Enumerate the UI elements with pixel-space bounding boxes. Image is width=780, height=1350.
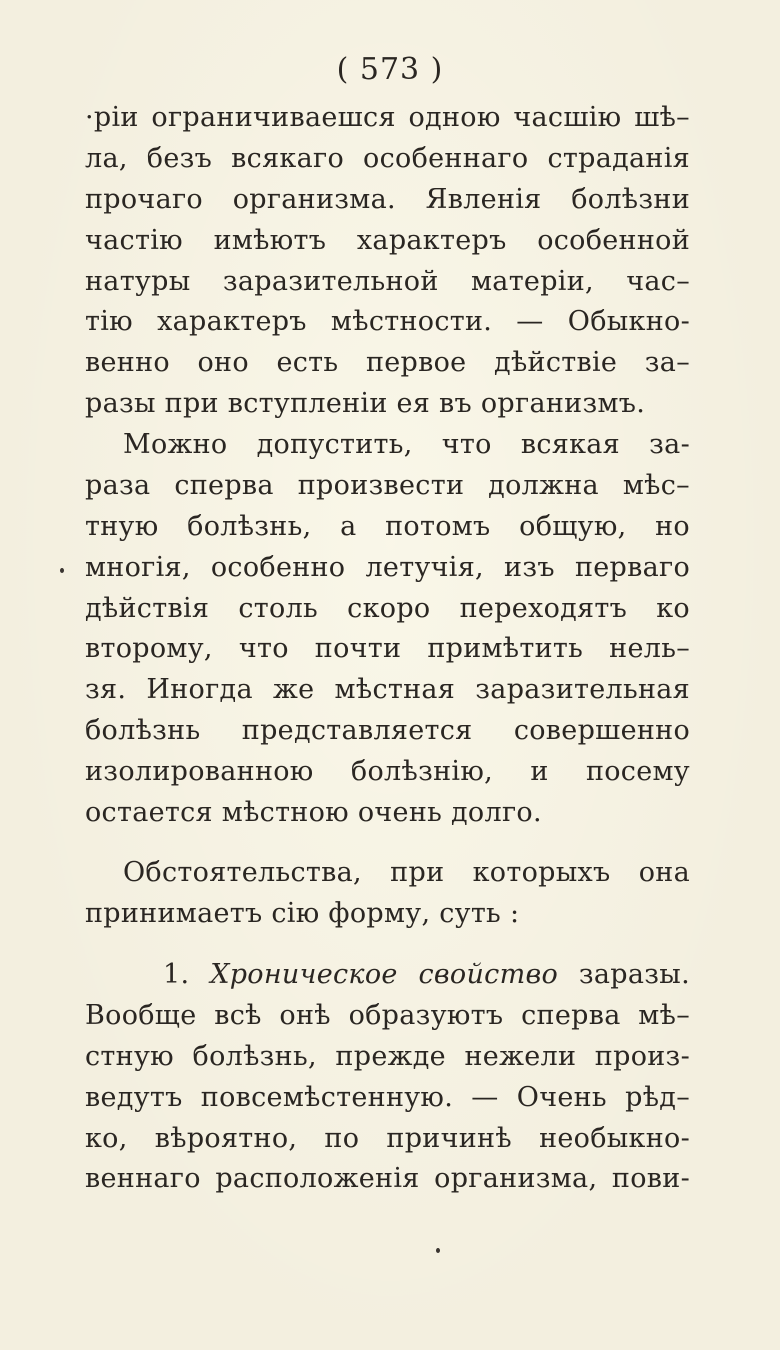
paragraph-4	[85, 955, 690, 1200]
text-line: ла, безъ всякаго особеннаго страданія	[85, 142, 690, 174]
text-line: изолированною болѣзнію, и посему	[85, 756, 690, 788]
paper-speck	[60, 568, 64, 573]
text-line: разы при вступленіи ея въ организмъ.	[85, 388, 646, 420]
text-line: натуры заразительной матеріи, час–	[85, 265, 690, 297]
text-line: венно оно есть первое дѣйствіе за–	[85, 347, 690, 379]
text-line: прочаго организма. Явленія болѣзни	[85, 183, 690, 215]
text-line: ведутъ повсемѣстенную. — Очень рѣд–	[85, 1081, 690, 1113]
text-line: Вообще всѣ онѣ образуютъ сперва мѣ–	[85, 999, 690, 1031]
text-line: остается мѣстною очень долго.	[85, 797, 542, 829]
text-line: частію имѣютъ характеръ особенной	[85, 224, 690, 256]
text-line: стную болѣзнь, прежде нежели произ-	[85, 1040, 690, 1072]
text-line: веннаго расположенія организма, пови-	[85, 1163, 690, 1195]
item-number: 1.	[163, 959, 190, 990]
list-item-heading	[85, 955, 690, 996]
page-number: ( 573 )	[336, 52, 444, 87]
text-line: второму, что почти примѣтить нель–	[85, 633, 690, 665]
item-title-tail: заразы.	[578, 959, 690, 990]
text-line: зя. Иногда же мѣстная заразительная	[85, 674, 690, 706]
text-line: болѣзнь представляется совершенно	[85, 715, 690, 747]
paragraph-3	[85, 853, 690, 935]
paper-speck	[436, 1248, 440, 1253]
text-line: Обстоятельства, при которыхъ она	[123, 857, 690, 888]
text-line: раза сперва произвести должна мѣс–	[85, 469, 690, 501]
text-line: Можно допустить, что всякая за-	[123, 429, 690, 460]
text-line: ·ріи ограничиваешся одною часшію шѣ–	[85, 102, 690, 133]
paragraph-1	[85, 98, 690, 425]
text-line: многія, особенно летучія, изъ перваго	[85, 551, 690, 583]
item-title: Хроническое свойство	[210, 959, 559, 990]
text-line: принимаетъ сію форму, суть :	[85, 897, 520, 929]
text-line: тію характеръ мѣстности. — Обыкно-	[85, 306, 690, 338]
text-line: дѣйствія столь скоро переходятъ ко	[85, 592, 690, 624]
text-line: ко, вѣроятно, по причинѣ необыкно-	[85, 1122, 690, 1154]
text-line: тную болѣзнь, а потомъ общую, но	[85, 510, 690, 542]
paragraph-2	[85, 425, 690, 834]
